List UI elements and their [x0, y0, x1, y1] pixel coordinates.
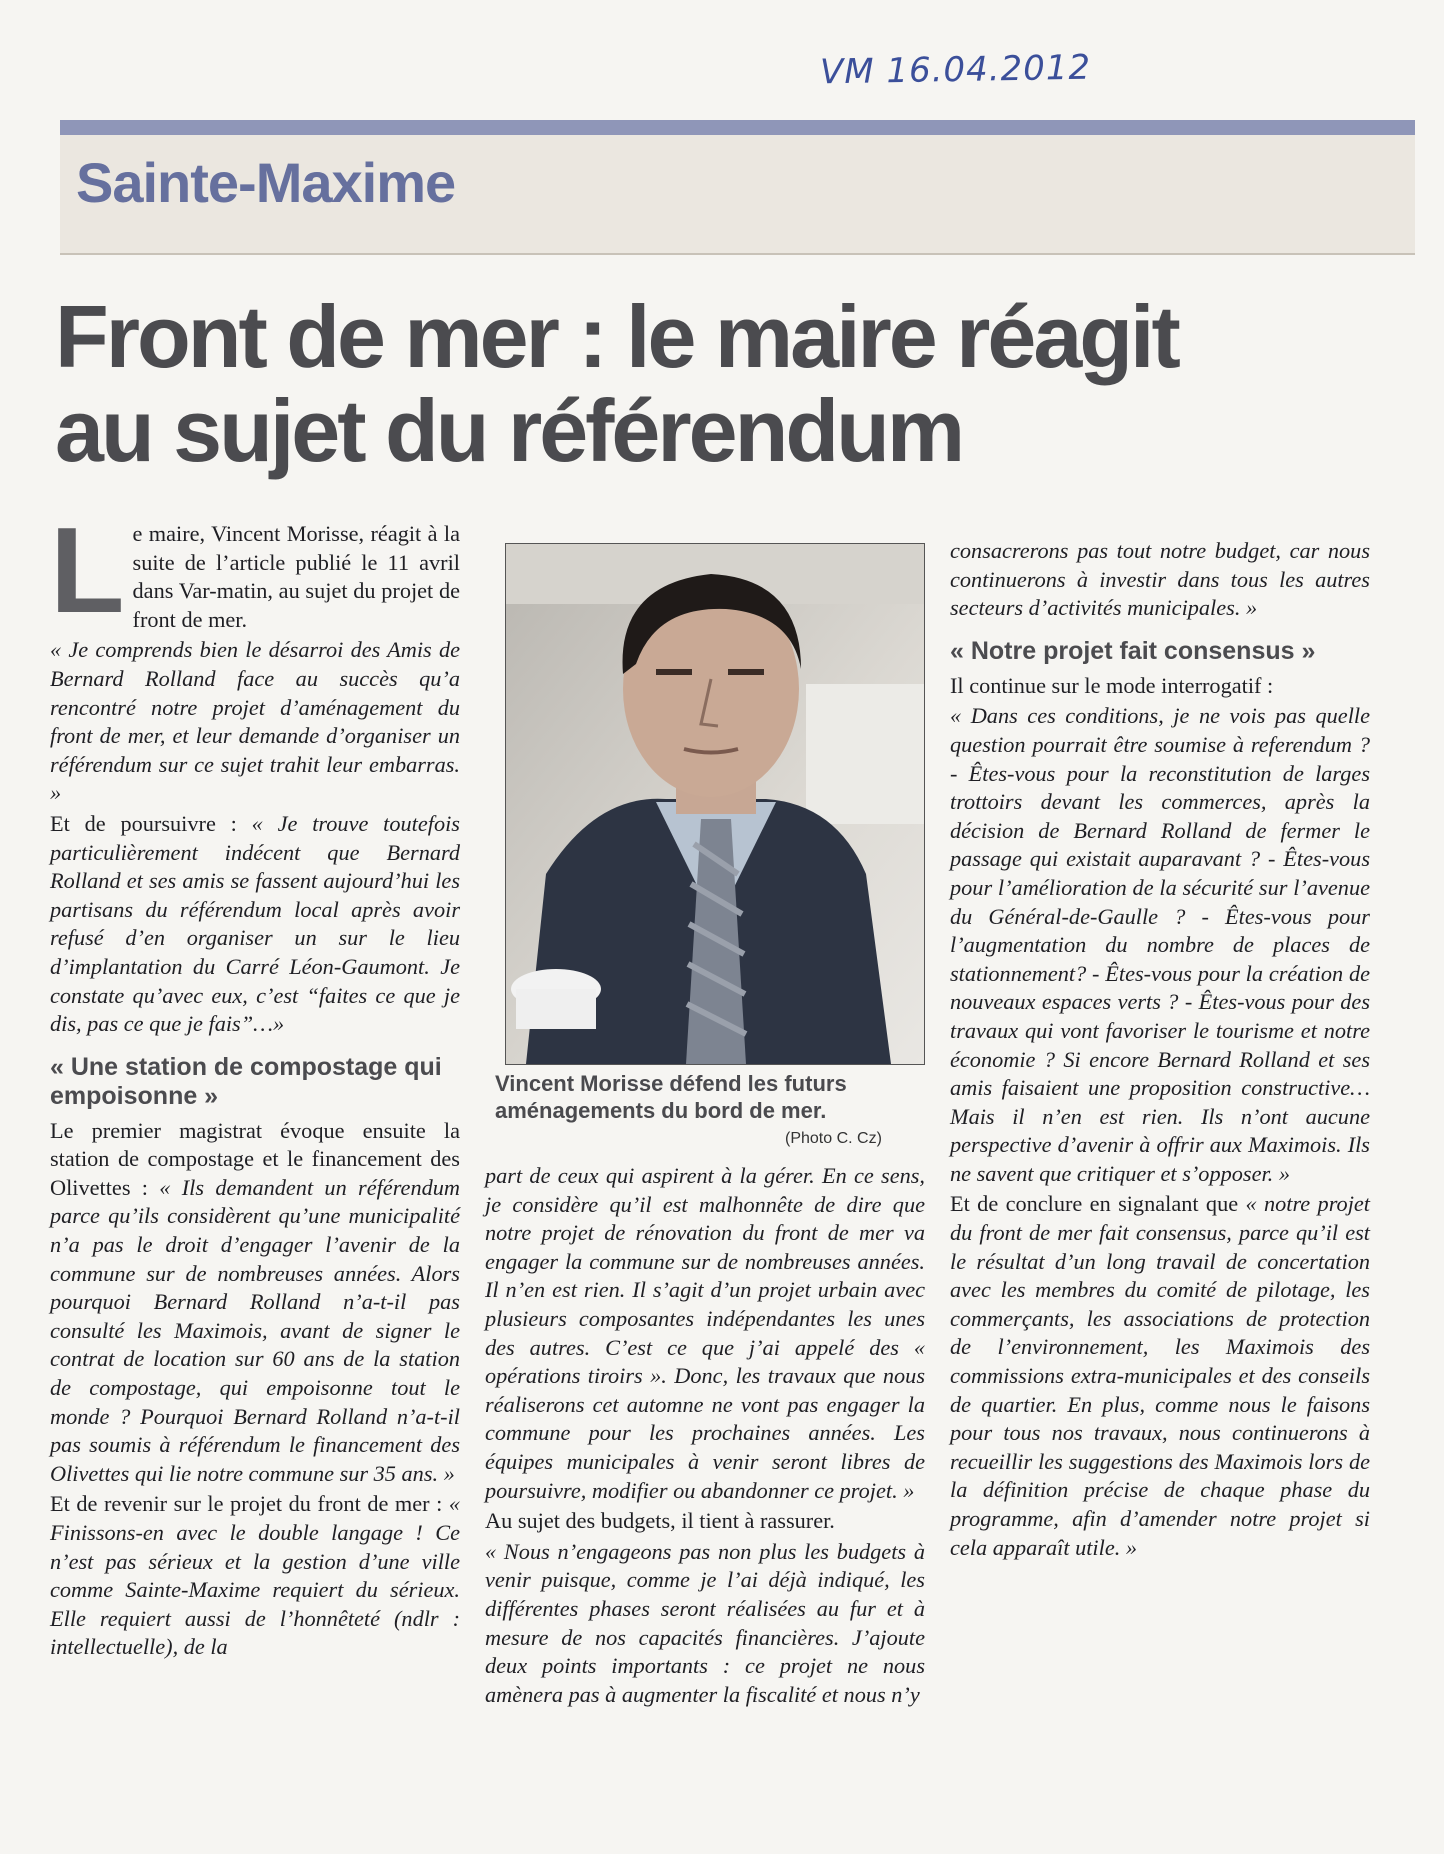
column-1: [50, 502, 460, 1664]
paragraph: Au sujet des budgets, il tient à rassurer.: [485, 1508, 835, 1534]
paragraph-lead: Et de revenir sur le projet du front de mer :: [50, 1491, 449, 1517]
headline-line-1: Front de mer : le maire réagit: [55, 287, 1178, 386]
header-rule: [60, 120, 1415, 135]
intro-text: e maire, Vincent Morisse, réagit à la suite de l’article publié le 11 avril dans Var-matin, au sujet du projet de front de mer.: [132, 521, 460, 632]
headline: [55, 287, 1395, 480]
paragraph: « Nous n’engageons pas non plus les budgets à venir puisque, comme je l’ai déjà indiqué, les différentes phases seront réalisées au fur et à mesure de nos capacités financières. J’ajoute deux points importants : ce projet ne nous amènera pas à augmenter la fiscalité et nous n’y: [485, 1538, 925, 1707]
column-2: [485, 1162, 925, 1711]
paragraph: [50, 1490, 460, 1662]
paragraph-lead: Et de poursuivre :: [50, 810, 252, 836]
intro-paragraph: [50, 502, 460, 638]
handwritten-date-note: VM 16.04.2012: [819, 47, 1092, 93]
paragraph: « Je comprends bien le désarroi des Amis de Bernard Rolland face au succès qu’a rencontré notre projet d’aménagement du front de mer, et leur demande d’organiser un référendum sur ce sujet trahit leur embarras. »: [50, 637, 460, 806]
paragraph: [50, 1117, 460, 1489]
paragraph: part de ceux qui aspirent à la gérer. En ce sens, je considère qu’il est malhonnête de dire que notre projet de rénovation du front de mer va engager la commune sur de nombreuses années. Il n’en est rien. Il s’agit d’un projet urbain avec plusieurs composantes indépendantes les unes des autres. C’est ce que j’ai appelé des « opérations tiroirs ». Donc, les travaux que nous réaliserons cet automne ne vont pas engager la commune pour les prochaines années. Les équipes municipales à venir seront libres de poursuivre, modifier ou abandonner ce projet. »: [485, 1163, 925, 1503]
paragraph-quote: « notre projet du front de mer fait consensus, parce qu’il est le résultat d’un long travail de concertation avec les membres du comité de pilotage, les commerçants, les associations de protection de l’environnement, les Maximois des commissions extra-municipales et des conseils de quartier. En plus, comme nous le faisons pour tous nos travaux, nous continuerons à recueillir les suggestions des Maximois lors de la définition précise de chaque phase du programme, afin d’amender notre projet si cela apparaît utile. »: [950, 1191, 1370, 1560]
column-3: [950, 537, 1370, 1564]
paragraph-lead: Et de conclure en signalant que: [950, 1191, 1246, 1217]
paragraph: Il continue sur le mode interrogatif :: [950, 672, 1274, 698]
paragraph: [50, 810, 460, 1039]
headline-line-2: au sujet du référendum: [55, 381, 963, 480]
subheading: « Notre projet fait consensus »: [950, 636, 1316, 665]
portrait-image: [506, 544, 924, 1064]
photo-caption: Vincent Morisse défend les futurs aménagements du bord de mer.: [495, 1071, 847, 1123]
drop-cap: L: [50, 502, 125, 638]
paragraph-quote: « Ils demandent un référendum parce qu’ils considèrent qu’une municipalité n’a pas le droit d’engager l’avenir de la commune sur de nombreuses années. Alors pourquoi Bernard Rolland n’a-t-il pas consulté les Maximois, avant de signer le contrat de location sur 60 ans de la station de compostage, qui empoisonne tout le monde ? Pourquoi Bernard Rolland n’a-t-il pas soumis à référendum le financement des Olivettes qui lie notre commune sur 35 ans. »: [50, 1174, 460, 1486]
portrait-photo: [505, 543, 925, 1065]
paragraph-lead: Le premier magistrat évoque ensuite la station de compostage et le financement des Olivettes :: [50, 1117, 460, 1200]
paragraph-quote: « Finissons-en avec le double langage ! Ce n’est pas sérieux et la gestion d’une ville comme Sainte-Maxime requiert du sérieux. Elle requiert aussi de l’honnêteté (ndlr : intellectuelle), de la: [50, 1491, 460, 1660]
subheading: « Une station de compostage qui empoisonne »: [50, 1052, 442, 1110]
paragraph: consacrerons pas tout notre budget, car nous continuerons à investir dans tous les autres secteurs d’activités municipales. »: [950, 538, 1370, 621]
photo-credit: (Photo C. Cz): [785, 1130, 882, 1147]
paragraph: « Dans ces conditions, je ne vois pas quelle question pourrait être soumise à referendum ? - Êtes-vous pour la reconstitution de larges trottoirs devant les commerces, après la décision de Bernard Rolland de fermer le passage qui existait auparavant ? - Êtes-vous pour l’amélioration de la sécurité sur l’avenue du Général-de-Gaulle ? - Êtes-vous pour l’augmentation du nombre de places de stationnement? - Êtes-vous pour la création de nouveaux espaces verts ? - Êtes-vous pour des travaux qui vont favoriser le tourisme et notre économie ? Si encore Bernard Rolland et ses amis faisaient une proposition constructive… Mais il n’en est rien. Ils n’ont aucune perspective d’avenir à offrir aux Maximois. Ils ne savent que critiquer et s’opposer. »: [950, 703, 1370, 1186]
paragraph: [950, 1190, 1370, 1562]
paragraph-quote: « Je trouve toutefois particulièrement indécent que Bernard Rolland et ses amis se fassent aujourd’hui les partisans du référendum local après avoir refusé d’en organiser un sur le lieu d’implantation du Carré Léon-Gaumont. Je constate qu’avec eux, c’est “faites ce que je dis, pas ce que je fais”…»: [50, 810, 460, 1037]
section-title: Sainte-Maxime: [76, 151, 456, 214]
